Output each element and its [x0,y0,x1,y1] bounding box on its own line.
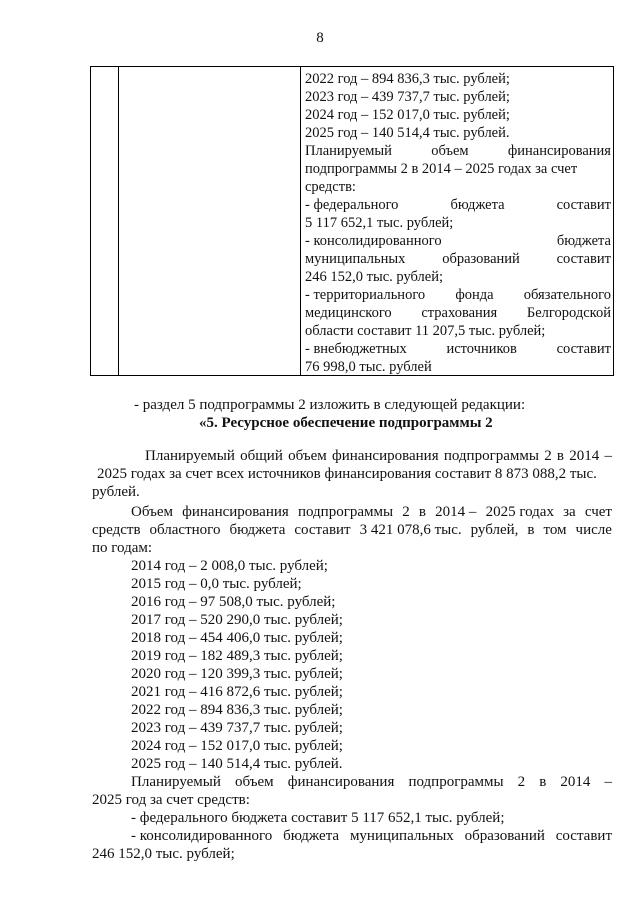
word: бюджета [556,233,611,249]
cell-line: 2022 год – 894 836,3 тыс. рублей; [305,71,510,87]
word: составит [555,828,612,844]
word: подпрограммы [443,448,539,464]
cell-line [305,304,611,322]
word: финансирования [331,448,439,464]
word: в [527,522,535,538]
cell-line: 2024 год – 152 017,0 тыс. рублей; [305,107,510,123]
cell-line [305,250,611,268]
word: подпрограммы [297,504,394,520]
word: Планируемый [131,774,221,790]
word: 2 [517,774,526,790]
word: бюджета [283,828,340,844]
word: 2 [544,448,552,464]
program-table [90,66,614,376]
word: подпрограммы [408,774,504,790]
cell-line [305,340,611,358]
year-line: 2021 год – 416 872,6 тыс. рублей; [131,684,343,700]
cell-line: 2023 год – 439 737,7 тыс. рублей; [305,89,510,105]
word: Планируемый [145,448,235,464]
year-line: 2025 год – 140 514,4 тыс. рублей. [131,756,343,772]
para1-line: рублей. [92,484,140,500]
year-line: 2017 год – 520 290,0 тыс. рублей; [131,612,343,628]
para1-line [145,447,612,465]
item-consolidated-line [131,827,612,845]
word: объем [288,448,327,464]
word: в [418,504,426,520]
word: медицинского [305,305,392,321]
word: образований [442,251,520,267]
word: источников [446,341,517,357]
word: - консолидированного [305,233,442,249]
cell-line [305,286,611,304]
word: – [604,448,612,464]
word: фонда [455,287,494,303]
para3-line [131,773,612,791]
word: – [604,774,612,790]
page-number: 8 [316,30,324,46]
word: 2014 [560,774,591,790]
word: счет [584,504,612,520]
para2-line [92,521,612,539]
year-line: 2020 год – 120 399,3 тыс. рублей; [131,666,343,682]
word: составит [556,197,611,213]
year-line: 2014 год – 2 008,0 тыс. рублей; [131,558,328,574]
word: составит [294,522,351,538]
word: финансирования [182,504,289,520]
word: 2014 [569,448,600,464]
word: областного [149,522,221,538]
word: общий [240,448,283,464]
word: - внебюджетных [305,341,407,357]
word: бюджета [229,522,286,538]
year-line: 2024 год – 152 017,0 тыс. рублей; [131,738,343,754]
word: обязательного [523,287,611,303]
word: страхования [421,305,498,321]
word: составит [556,341,611,357]
word: 2014 – [435,504,477,520]
word: в [556,448,564,464]
year-line: 2023 год – 439 737,7 тыс. рублей; [131,720,343,736]
word: Объем [131,504,173,520]
word: за [563,504,576,520]
cell-line: средств: [305,179,356,195]
cell-line: 246 152,0 тыс. рублей; [305,269,443,285]
para2-line [131,503,612,521]
para1-line: 2025 годах за счет всех источников финансирования составит 8 873 088,2 тыс. [97,466,597,482]
cell-line [305,196,611,214]
word: числе [575,522,612,538]
year-line: 2019 год – 182 489,3 тыс. рублей; [131,648,343,664]
word: объем [234,774,274,790]
word: средств [92,522,141,538]
word: 3 421 078,6 тыс. [359,522,462,538]
word: 2 [402,504,410,520]
word: Белгородской [526,305,611,321]
word: - консолидированного [131,828,273,844]
word: 2025 годах [485,504,554,520]
cell-line [305,232,611,250]
word: муниципальных [349,828,454,844]
word: - территориального [305,287,426,303]
word: составит [556,251,611,267]
table-cell-financing [305,70,611,376]
year-line: 2016 год – 97 508,0 тыс. рублей; [131,594,336,610]
year-line: 2022 год – 894 836,3 тыс. рублей; [131,702,343,718]
table-column-number [91,67,119,375]
word: объем [431,143,469,159]
word: бюджета [450,197,505,213]
cell-line: 2025 год – 140 514,4 тыс. рублей. [305,125,510,141]
section-instruction: - раздел 5 подпрограммы 2 изложить в следующей редакции: [134,397,526,413]
para2-line: по годам: [92,540,153,556]
word: образований [464,828,545,844]
word: финансирования [507,143,611,159]
year-line: 2015 год – 0,0 тыс. рублей; [131,576,302,592]
cell-line: подпрограммы 2 в 2014 – 2025 годах за счет [305,161,578,177]
year-line: 2018 год – 454 406,0 тыс. рублей; [131,630,343,646]
cell-line [305,142,611,160]
word: том [543,522,567,538]
cell-line: 5 117 652,1 тыс. рублей; [305,215,454,231]
section-heading: «5. Ресурсное обеспечение подпрограммы 2 [199,415,493,431]
item-federal: - федерального бюджета составит 5 117 652,1 тыс. рублей; [131,810,505,826]
word: Планируемый [305,143,392,159]
word: муниципальных [305,251,406,267]
para3-line: 2025 год за счет средств: [92,792,250,808]
cell-line: 76 998,0 тыс. рублей [305,359,432,375]
word: - федерального [305,197,399,213]
word: финансирования [287,774,395,790]
table-column-label [119,67,301,375]
word: в [539,774,547,790]
cell-line: области составит 11 207,5 тыс. рублей; [305,323,546,339]
item-consolidated-line: 246 152,0 тыс. рублей; [92,846,235,862]
word: рублей, [470,522,519,538]
